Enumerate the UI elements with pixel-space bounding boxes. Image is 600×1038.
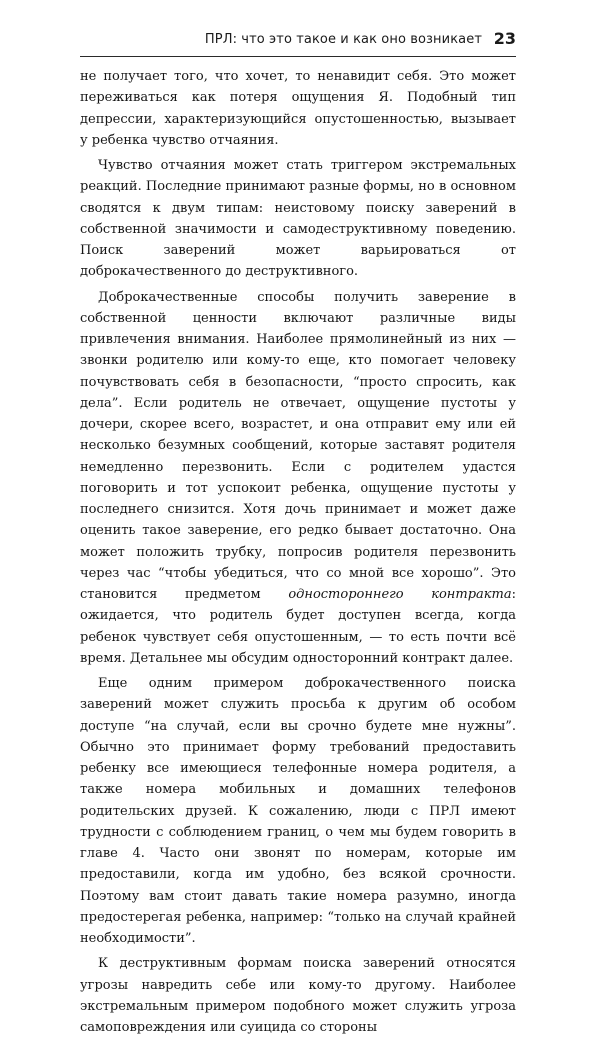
paragraph-special-access: Еще одним примером доброкачественного поиска заверений может служить просьба к другим об особом доступе “на случай, если вы срочно будете мне нужны”. Обычно это принимает форму требований предоставить ребенку все имеющиеся телефонные номера родителя, а также номера мобильных и домашних телефонов родительских друзей. К сожалению, люди с ПРЛ имеют трудности с соблюдением границ, о чем мы будем говорить в главе 4. Часто они звонят по номерам, которые им предоставили, когда им удобно, без всякой срочности. Поэтому вам стоит давать такие номера разумно, иногда предостерегая ребенка, например: “только на случай крайней необходимости”.	[80, 676, 516, 946]
body-text	[80, 66, 516, 1038]
running-title: ПРЛ: что это такое и как оно возникает	[204, 32, 482, 47]
emphasized-term: одностороннего контракта	[288, 587, 512, 602]
paragraph-text: : ожидается, что родитель будет доступен всегда, когда ребенок чувствует себя опустошенным, — то есть почти всё время. Детальнее мы обсудим односторонний контракт далее.	[80, 587, 517, 666]
running-head	[80, 29, 516, 55]
paragraph-text: Доброкачественные способы получить заверение в собственной ценности включают различные виды привлечения внимания. Наиболее прямолинейный из них — звонки родителю или кому-то еще, кто помогает человеку почувствовать себя в безопасности, “просто спросить, как дела”. Если родитель не отвечает, ощущение пустоты у дочери, скорее всего, возрастет, и она отправит ему или ей несколько безумных сообщений, которые заставят родителя немедленно перезвонить. Если с родителем удастся поговорить и тот успокоит ребенка, ощущение пустоты у последнего снизится. Хотя дочь принимает и может даже оценить такое заверение, его редко бывает достаточно. Она может положить трубку, попросив родителя перезвонить через час “чтобы убедиться, что со мной все хорошо”. Это становится предметом	[80, 289, 516, 602]
paragraph-despair: Чувство отчаяния может стать триггером экстремальных реакций. Последние принимают разные формы, но в основном сводятся к двум типам: неистовому поиску заверений в собственной значимости и самодеструктивному поведению. Поиск заверений может варьироваться от доброкачественного до деструктивного.	[80, 158, 516, 280]
header-rule	[80, 56, 516, 57]
paragraph-benign-reassurance	[80, 287, 516, 670]
paragraph-continued: не получает того, что хочет, то ненавидит себя. Это может переживаться как потеря ощущения Я. Подобный тип депрессии, характеризующийся опустошенностью, вызывает у ребенка чувство отчаяния.	[80, 69, 516, 148]
page-number: 23	[493, 29, 516, 48]
paragraph-destructive-forms: К деструктивным формам поиска заверений относятся угрозы навредить себе или кому-то другому. Наиболее экстремальным примером подобного может служить угроза самоповреждения или суицида со стороны	[80, 956, 516, 1035]
